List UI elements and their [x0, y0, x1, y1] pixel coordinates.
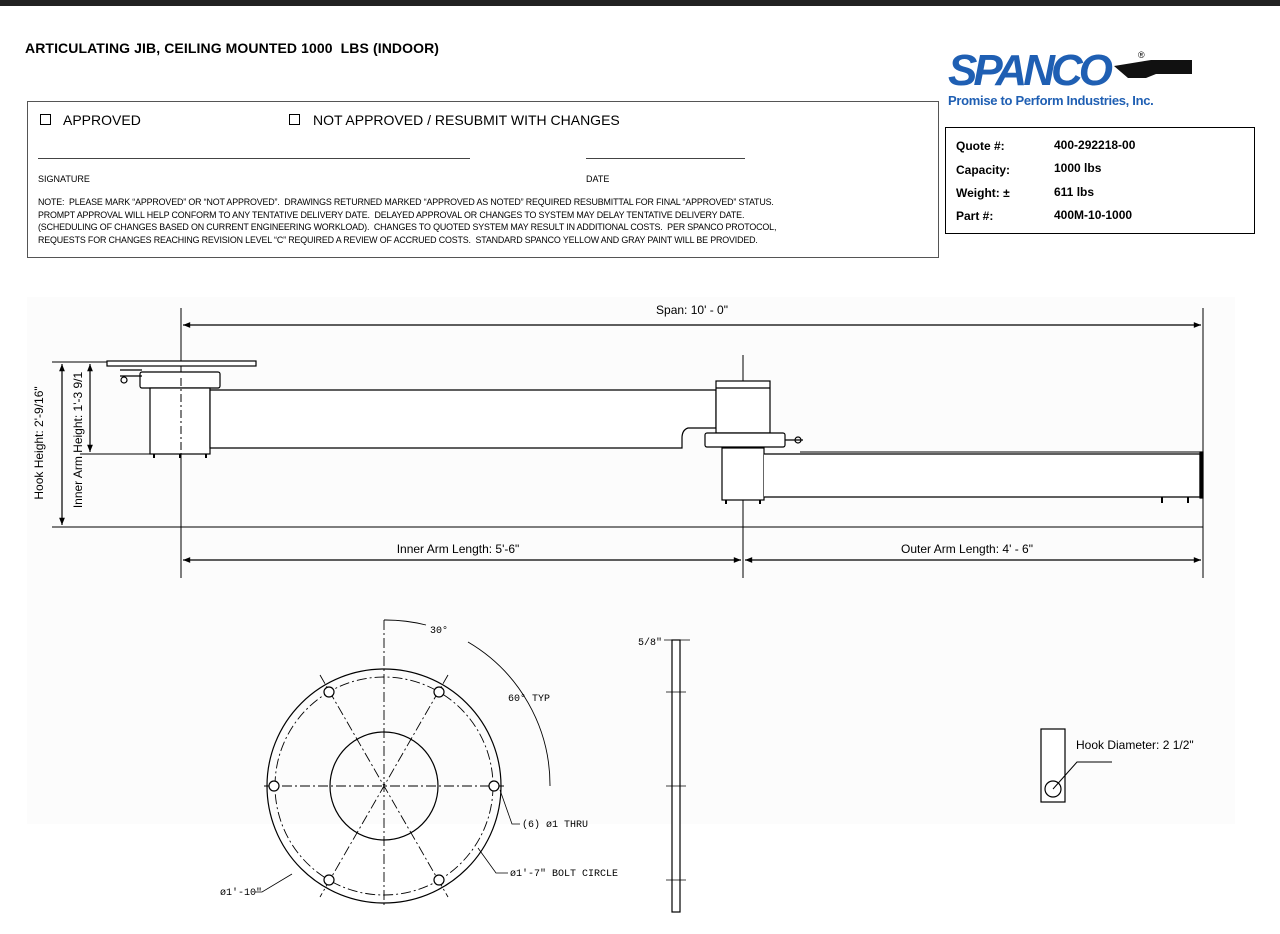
- quote-number-value: 400-292218-00: [1054, 138, 1136, 152]
- thickness-label: 5/8": [638, 638, 663, 649]
- weight-value: 611 lbs: [1054, 185, 1095, 199]
- note-line: NOTE: PLEASE MARK “APPROVED” OR “NOT APPROVED”. DRAWINGS RETURNED MARKED “APPROVED AS NOTED” REQUIRED RESUBMITTAL FOR FINAL “APPROVED” STATUS.: [38, 197, 774, 207]
- bolt-hole: [434, 875, 444, 885]
- inner-pivot-housing: [150, 388, 210, 454]
- inner-arm: [210, 390, 716, 448]
- hook-height-label: Hook Height: 2'-9/16": [32, 386, 46, 500]
- note-line: PROMPT APPROVAL WILL HELP CONFORM TO ANY TENTATIVE DELIVERY DATE. DELAYED APPROVAL OR CHANGES TO SYSTEM MAY DELAY TENTATIVE DELIVERY DATE.: [38, 209, 745, 220]
- hook-detail: [1041, 729, 1065, 802]
- middle-pivot-lower: [722, 448, 764, 500]
- bolt-hole: [489, 781, 499, 791]
- middle-pivot-upper: [716, 381, 770, 433]
- inner-arm-length-label: Inner Arm Length: 5'-6": [396, 542, 520, 556]
- signature-label: SIGNATURE: [38, 174, 90, 184]
- svg-text:®: ®: [1138, 50, 1145, 60]
- plate-angle-30-label: 30°: [430, 626, 449, 637]
- holes-label: (6) ø1 THRU: [522, 820, 589, 831]
- bolt-hole: [269, 781, 279, 791]
- document-title: ARTICULATING JIB, CEILING MOUNTED 1000 LBS (INDOOR): [25, 40, 440, 56]
- plate-side-view: [672, 640, 680, 912]
- outer-arm-end-stop: [1200, 452, 1203, 498]
- inner-arm-height-label: Inner Arm Height: 1'-3 9/1: [71, 371, 85, 509]
- span-label: Span: 10' - 0": [656, 303, 728, 317]
- bolt-hole: [324, 687, 334, 697]
- part-number-value: 400M-10-1000: [1054, 208, 1133, 222]
- ceiling-plate: [107, 361, 256, 366]
- not-approved-label: NOT APPROVED / RESUBMIT WITH CHANGES: [313, 112, 620, 128]
- plate-angle-60-label: 60° TYP: [508, 694, 551, 705]
- plate-diameter-label: ø1'-10": [220, 888, 263, 899]
- quote-number-label: Quote #:: [956, 139, 1005, 153]
- bolt-hole: [434, 687, 444, 697]
- middle-pivot-bearing: [705, 433, 785, 447]
- note-line: (SCHEDULING OF CHANGES BASED ON CURRENT ENGINEERING WORKLOAD). CHANGES TO QUOTED SYSTEM MAY RESULT IN ADDITIONAL COSTS. PER SPANCO PROTOCOL,: [38, 222, 777, 233]
- approved-label: APPROVED: [63, 112, 141, 128]
- part-number-label: Part #:: [956, 209, 994, 223]
- date-label: DATE: [586, 174, 610, 184]
- weight-label: Weight: ±: [956, 186, 1010, 200]
- bolt-circle-label: ø1'-7" BOLT CIRCLE: [510, 869, 619, 880]
- logo-tagline: Promise to Perform Industries, Inc.: [948, 93, 1154, 108]
- bolt-hole: [324, 875, 334, 885]
- logo-brand-text: SPANCO: [948, 46, 1109, 95]
- note-line: REQUESTS FOR CHANGES REACHING REVISION LEVEL “C” REQUIRED A REVIEW OF ACCRUED COSTS. STANDARD SPANCO YELLOW AND GRAY PAINT WILL BE PROVIDED.: [38, 234, 758, 245]
- outer-arm-length-label: Outer Arm Length: 4' - 6": [901, 542, 1033, 556]
- hook-diameter-label: Hook Diameter: 2 1/2": [1076, 738, 1194, 752]
- ceiling-mount-bearing: [140, 372, 220, 388]
- outer-arm: [764, 454, 1200, 497]
- capacity-value: 1000 lbs: [1054, 161, 1102, 175]
- capacity-label: Capacity:: [956, 163, 1011, 177]
